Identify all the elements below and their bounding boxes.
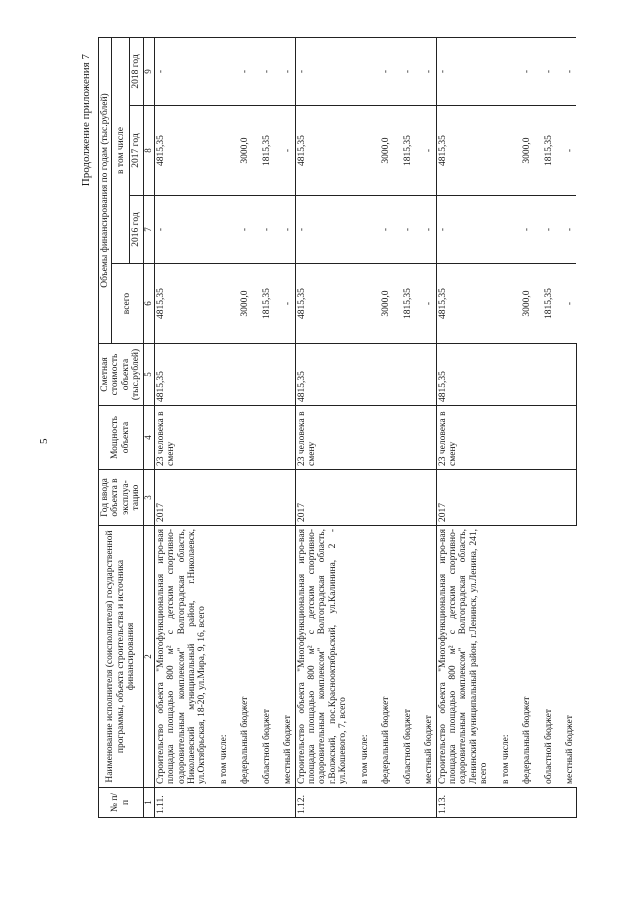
cell-y2016: -	[436, 196, 491, 264]
cell-y2018: -	[230, 37, 251, 105]
cell-cost: 4815,35	[295, 344, 436, 406]
header-funding: Объемы финансирования по годам (тыс.рублей)	[99, 37, 112, 343]
source-label: местный бюджет	[414, 526, 436, 788]
col-number: 5	[143, 344, 154, 406]
col-number: 1	[143, 788, 154, 818]
cell-total: 1815,35	[534, 264, 555, 344]
header-total: всего	[112, 264, 143, 344]
cell-y2017: 3000,0	[230, 106, 251, 196]
cell-capacity: 23 человека в смену	[436, 406, 576, 470]
cell-total: 3000,0	[230, 264, 251, 344]
cell-total: 4815,35	[295, 264, 350, 344]
source-label: областной бюджет	[252, 526, 273, 788]
table-row	[154, 37, 209, 817]
source-label: в том числе:	[491, 526, 512, 788]
cell-cost: 4815,35	[154, 344, 295, 406]
cell-y2017	[350, 106, 371, 196]
header-cost: Сметная стоимость объекта (тыс.рублей)	[99, 344, 144, 406]
source-label: федеральный бюджет	[371, 526, 392, 788]
cell-y2017: 1815,35	[534, 106, 555, 196]
cell-y2018: -	[393, 37, 414, 105]
col-number: 3	[143, 470, 154, 526]
header-year: Год ввода объекта в эксплуа-тацию	[99, 470, 144, 526]
cell-year: 2017	[295, 470, 436, 526]
cell-total: 1815,35	[393, 264, 414, 344]
cell-total: -	[414, 264, 436, 344]
col-number: 6	[143, 264, 154, 344]
col-number: 4	[143, 406, 154, 470]
source-label: местный бюджет	[273, 526, 295, 788]
cell-y2016: -	[273, 196, 295, 264]
cell-cost: 4815,35	[436, 344, 576, 406]
cell-y2018: -	[273, 37, 295, 105]
cell-y2016: -	[295, 196, 350, 264]
cell-y2017	[209, 106, 230, 196]
cell-y2017: 4815,35	[295, 106, 350, 196]
col-number: 7	[143, 196, 154, 264]
header-incl: в том числе	[112, 37, 130, 263]
cell-y2018: -	[371, 37, 392, 105]
cell-y2018: -	[295, 37, 350, 105]
cell-y2017	[491, 106, 512, 196]
cell-y2018: -	[252, 37, 273, 105]
cell-y2018: -	[534, 37, 555, 105]
row-number: 1.12.	[295, 788, 436, 818]
object-name: Строительство объекта "Многофункциональная игро-вая площадка площадью 800 м² с детским спортивно-оздоровительным комплексом" Волгоградская область, г.Волжский, пос.Краснооктябрьский, ул.Калинина, 2 - ул.Кошевого, 7, всего	[295, 526, 350, 788]
cell-y2016: -	[512, 196, 533, 264]
table-row	[436, 37, 491, 817]
cell-y2016: -	[252, 196, 273, 264]
cell-total	[491, 264, 512, 344]
cell-total: 3000,0	[371, 264, 392, 344]
source-label: в том числе:	[350, 526, 371, 788]
source-label: областной бюджет	[534, 526, 555, 788]
cell-y2017: -	[273, 106, 295, 196]
cell-y2016	[209, 196, 230, 264]
cell-y2018	[491, 37, 512, 105]
header-num: № п/п	[99, 788, 144, 818]
table-body	[154, 37, 576, 817]
cell-total: 4815,35	[154, 264, 209, 344]
table-header	[99, 37, 155, 817]
header-2017: 2017 год	[130, 106, 143, 196]
table-row	[295, 37, 350, 817]
cell-y2016: -	[534, 196, 555, 264]
cell-capacity: 23 человека в смену	[295, 406, 436, 470]
source-label: федеральный бюджет	[512, 526, 533, 788]
source-label: в том числе:	[209, 526, 230, 788]
cell-y2016	[491, 196, 512, 264]
cell-total: -	[273, 264, 295, 344]
cell-y2016: -	[393, 196, 414, 264]
cell-y2018: -	[512, 37, 533, 105]
cell-y2017: 4815,35	[436, 106, 491, 196]
cell-y2017: -	[414, 106, 436, 196]
cell-y2017: 1815,35	[252, 106, 273, 196]
object-name: Строительство объекта "Многофункциональная игро-вая площадка площадью 800 м² с детским спортивно-оздоровительным комплексом" Волгоградская область, Ленинский муниципальный район, г.Ленинск, ул.Ленина, 241, всего	[436, 526, 491, 788]
header-capacity: Мощность объекта	[99, 406, 144, 470]
cell-total: -	[555, 264, 576, 344]
cell-total: 1815,35	[252, 264, 273, 344]
cell-y2016: -	[371, 196, 392, 264]
cell-y2018: -	[414, 37, 436, 105]
object-name: Строительство объекта "Многофункциональная игро-вая площадка площадью 800 м² с детским спортивно-оздоровительным комплексом" Волгоградская область, Николаевский муниципальный район, г.Николаевск, ул.Октябрьская, 18-20, ул.Мира, 9, 16, всего	[154, 526, 209, 788]
cell-y2016: -	[154, 196, 209, 264]
cell-year: 2017	[436, 470, 576, 526]
cell-y2018	[350, 37, 371, 105]
continuation-note: Продолжение приложения 7	[80, 54, 92, 187]
row-number: 1.11.	[154, 788, 295, 818]
cell-y2017: 3000,0	[512, 106, 533, 196]
cell-year: 2017	[154, 470, 295, 526]
financing-table	[98, 37, 577, 818]
header-2016: 2016 год	[130, 196, 143, 264]
source-label: областной бюджет	[393, 526, 414, 788]
cell-y2017: 1815,35	[393, 106, 414, 196]
cell-capacity: 23 человека в смену	[154, 406, 295, 470]
source-label: федеральный бюджет	[230, 526, 251, 788]
cell-y2016	[350, 196, 371, 264]
cell-y2016: -	[414, 196, 436, 264]
cell-y2016: -	[230, 196, 251, 264]
cell-total: 4815,35	[436, 264, 491, 344]
cell-total: 3000,0	[512, 264, 533, 344]
cell-y2018	[209, 37, 230, 105]
cell-y2017: 3000,0	[371, 106, 392, 196]
rotated-table-region	[80, 38, 630, 818]
row-number: 1.13.	[436, 788, 576, 818]
cell-y2017: 4815,35	[154, 106, 209, 196]
page-number: 5	[38, 438, 50, 444]
source-label: местный бюджет	[555, 526, 576, 788]
cell-y2018: -	[555, 37, 576, 105]
cell-y2017: -	[555, 106, 576, 196]
header-name: Наименование исполнителя (соисполнителя) государственной программы, объекта строительства и источника финансирования	[99, 526, 144, 788]
cell-y2016: -	[555, 196, 576, 264]
cell-y2018: -	[154, 37, 209, 105]
col-number: 9	[143, 37, 154, 105]
cell-total	[209, 264, 230, 344]
cell-y2018: -	[436, 37, 491, 105]
col-number: 2	[143, 526, 154, 788]
header-2018: 2018 год	[130, 37, 143, 105]
col-number: 8	[143, 106, 154, 196]
cell-total	[350, 264, 371, 344]
